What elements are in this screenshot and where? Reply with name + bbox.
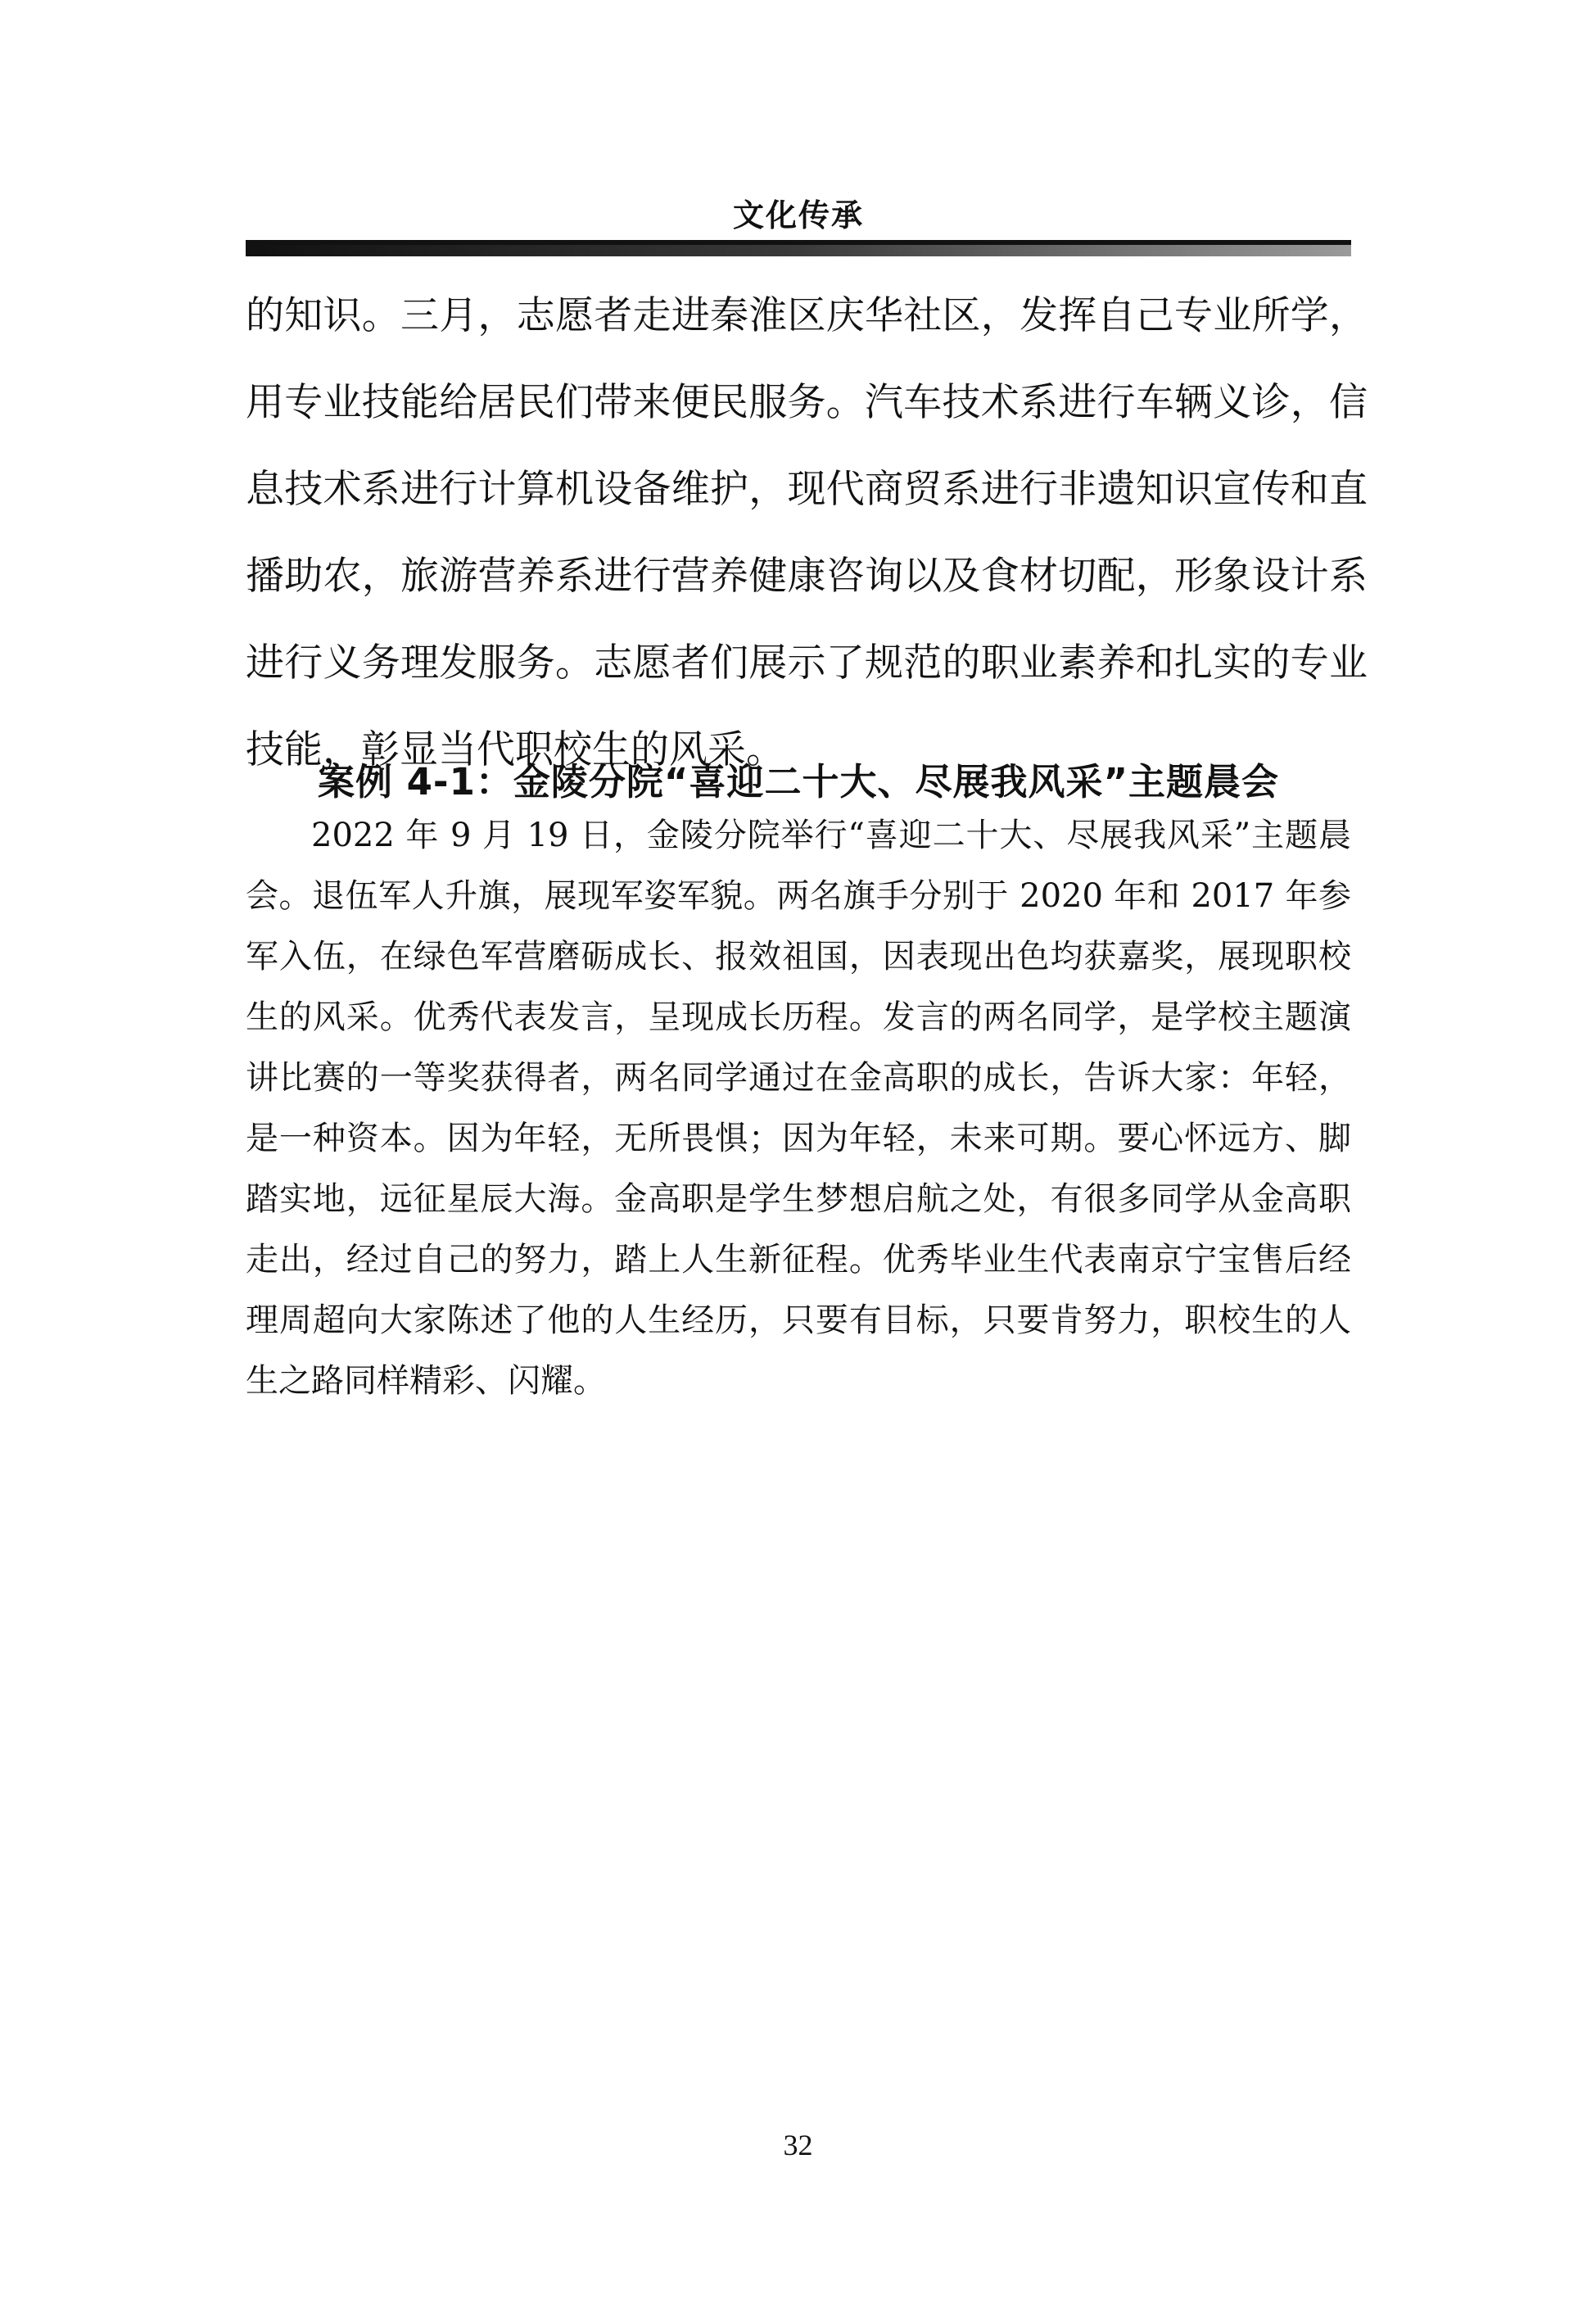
page-number: 32 xyxy=(783,2129,813,2161)
running-head-title: 文化传承 xyxy=(732,197,864,233)
header-rule-gradient-bar xyxy=(246,245,1351,256)
header-rule xyxy=(246,240,1351,256)
case-study-body: 2022 年 9 月 19 日，金陵分院举行“喜迎二十大、尽展我风采”主题晨会。退伍军人升旗，展现军姿军貌。两名旗手分别于 2020 年和 2017 年参军入伍，在绿色军营磨砺成长、报效祖国，因表现出色均获嘉奖，展现职校生的风采。优秀代表发言，呈现成长历程。发言的两名同学，是学校主题演讲比赛的一等奖获得者，两名同学通过在金高职的成长，告诉大家：年轻，是一种资本。因为年轻，无所畏惧；因为年轻，未来可期。要心怀远方、脚踏实地，远征星辰大海。金高职是学生梦想启航之处，有很多同学从金高职走出，经过自己的努力，踏上人生新征程。优秀毕业生代表南京宁宝售后经理周超向大家陈述了他的人生经历，只要有目标，只要肯努力，职校生的人生之路同样精彩、闪耀。 xyxy=(246,817,1351,1400)
intro-paragraph: 的知识。三月，志愿者走进秦淮区庆华社区，发挥自己专业所学，用专业技能给居民们带来便民服务。汽车技术系进行车辆义诊，信息技术系进行计算机设备维护，现代商贸系进行非遗知识宣传和直播助农，旅游营养系进行营养健康咨询以及食材切配，形象设计系进行义务理发服务。志愿者们展示了规范的职业素养和扎实的专业技能，彰显当代职校生的风采。 xyxy=(246,293,1368,772)
case-study-title: 案例 4-1：金陵分院“喜迎二十大、尽展我风采”主题晨会 xyxy=(317,760,1280,803)
